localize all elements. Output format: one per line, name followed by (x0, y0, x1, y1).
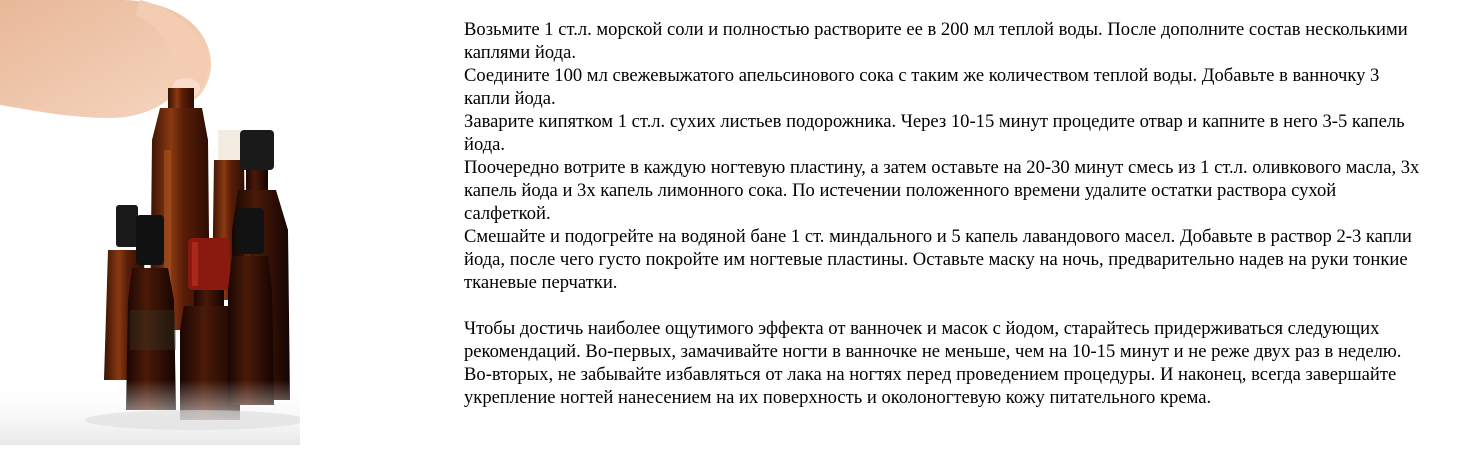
recommendation-paragraph: Чтобы достичь наиболее ощутимого эффекта от ванночек и масок с йодом, старайтесь придерживаться следующих рекомендаций. Во-первых, замачивайте ногти в ванночке не меньше, чем на 10-15 минут и не реже двух раз в неделю. Во-вторых, не забывайте избавляться от лака на ногтях перед проведением процедуры. И наконец, всегда завершайте укрепление ногтей нанесением на их поверхность и околоногтевую кожу питательного крема. (464, 318, 1402, 408)
instruction-paragraph: Соедините 100 мл свежевыжатого апельсинового сока с таким же количеством теплой воды. Добавьте в ванночку 3 капли йода. (464, 65, 1380, 109)
iodine-bottles-image (0, 0, 300, 445)
article-text (464, 18, 1424, 409)
instruction-paragraph: Возьмите 1 ст.л. морской соли и полностью растворите ее в 200 мл теплой воды. После дополните состав несколькими каплями йода. (464, 19, 1408, 63)
paragraph-spacer (464, 294, 1424, 317)
instruction-paragraph: Заварите кипятком 1 ст.л. сухих листьев подорожника. Через 10-15 минут процедите отвар и капните в него 3-5 капель йода. (464, 111, 1405, 155)
instruction-paragraph: Смешайте и подогрейте на водяной бане 1 ст. миндального и 5 капель лавандового масел. Добавьте в раствор 2-3 капли йода, после чего густо покройте им ногтевые пластины. Оставьте маску на ночь, предварительно надев на руки тонкие тканевые перчатки. (464, 226, 1412, 293)
instruction-paragraph: Поочередно вотрите в каждую ногтевую пластину, а затем оставьте на 20-30 минут смесь из 1 ст.л. оливкового масла, 3х капель йода и 3х капель лимонного сока. По истечении положенного времени удалите остатки раствора сухой салфеткой. (464, 157, 1420, 224)
